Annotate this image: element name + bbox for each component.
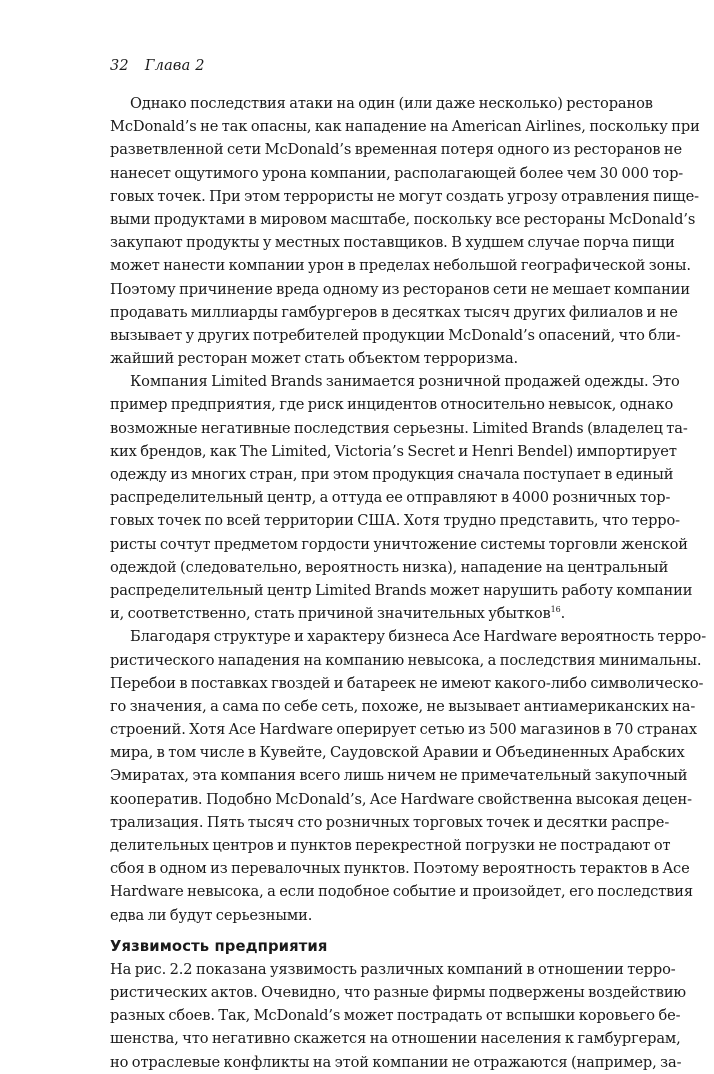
page-number: 32 [110, 58, 129, 74]
text-line: вызывает у других потребителей продукции McDonald’s опасений, что бли- [110, 326, 681, 344]
text-line: закупают продукты у местных поставщиков. В худшем случае порча пищи [110, 234, 675, 252]
chapter-title: Глава 2 [144, 58, 205, 74]
text-line: разветвленной сети McDonald’s временная потеря одного из ресторанов не [110, 141, 683, 159]
text-line: делительных центров и пунктов перекрестной погрузки не пострадают от [110, 837, 671, 854]
text-line: Компания Limited Brands занимается розничной продажей одежды. Это [130, 373, 680, 391]
text-line: едва ли будут серьезными. [110, 906, 313, 924]
text-line: продавать миллиарды гамбургеров в десятках тысяч других филиалов и не [110, 303, 678, 321]
text-line: говых точек по всей территории США. Хотя трудно представить, что терро- [110, 512, 680, 530]
text-line: McDonald’s не так опасны, как нападение на American Airlines, поскольку при [110, 118, 700, 136]
paragraph-mcdonalds [110, 92, 700, 370]
text-line: может нанести компании урон в пределах небольшой географической зоны. [110, 257, 691, 275]
text-line: распределительный центр, а оттуда ее отправляют в 4000 розничных тор- [110, 489, 671, 507]
text-line: и, соответственно, стать причиной значительных убытков$^{16}$. [110, 605, 566, 623]
text-line: пример предприятия, где риск инцидентов относительно невысок, однако [110, 396, 674, 414]
section-heading: Уязвимость предприятия [110, 937, 328, 955]
text-line: нанесет ощутимого урона компании, располагающей более чем 30 000 тор- [110, 164, 684, 182]
text-line: Эмиратах, эта компания всего лишь ничем не примечательный закупочный [110, 767, 688, 785]
text-line: ристического нападения на компанию невысока, а последствия минимальны. [110, 651, 702, 669]
paragraph-ace-hardware [110, 625, 707, 926]
text-line: мира, в том числе в Кувейте, Саудовской Аравии и Объединенных Арабских [110, 744, 685, 762]
text-line: Hardware невысока, а если подобное событие и произойдет, его последствия [110, 883, 693, 901]
text-line: распределительный центр Limited Brands может нарушить работу компании [110, 581, 693, 599]
text-line: выми продуктами в мировом масштабе, поскольку все рестораны McDonald’s [110, 210, 696, 228]
text-line: кооператив. Подобно McDonald’s, Ace Hardware свойственна высокая децен- [110, 790, 692, 808]
footnote-ref[interactable]: 16 [550, 605, 561, 615]
text-line: шенства, что негативно скажется на отношении населения к гамбургерам, [110, 1030, 681, 1048]
text-line-content: и, соответственно, стать причиной значительных убытков [110, 605, 551, 623]
text-line: Однако последствия атаки на один (или даже несколько) ресторанов [130, 95, 653, 112]
text-line: возможные негативные последствия серьезны. Limited Brands (владелец та- [110, 419, 688, 437]
text-line: Благодаря структуре и характеру бизнеса Ace Hardware вероятность терро- [130, 628, 707, 646]
body-text [110, 92, 707, 1074]
text-line: трализация. Пять тысяч сто розничных торговых точек и десятки распре- [110, 813, 670, 831]
text-line: ристы сочтут предметом гордости уничтожение системы торговли женской [110, 535, 688, 553]
text-line: сбоя в одном из перевалочных пунктов. Поэтому вероятность терактов в Ace [110, 860, 690, 878]
text-line: На рис. 2.2 показана уязвимость различных компаний в отношении терро- [110, 960, 676, 978]
running-head [110, 58, 205, 74]
text-line: разных сбоев. Так, McDonald’s может пострадать от вспышки коровьего бе- [110, 1007, 681, 1025]
text-line: одежду из многих стран, при этом продукция сначала поступает в единый [110, 466, 674, 483]
text-line: говых точек. При этом террористы не могут создать угрозу отравления пище- [110, 187, 699, 205]
text-line: строений. Хотя Ace Hardware оперирует сетью из 500 магазинов в 70 странах [110, 721, 697, 739]
book-page [110, 0, 707, 1071]
text-line: ких брендов, как The Limited, Victoria’s Secret и Henri Bendel) импортирует [110, 442, 677, 460]
text-line: ристических актов. Очевидно, что разные фирмы подвержены воздействию [110, 983, 687, 1001]
text-line: Поэтому причинение вреда одному из ресторанов сети не мешает компании [110, 280, 690, 298]
text-line: но отраслевые конфликты на этой компании не отражаются (например, за- [110, 1053, 682, 1071]
text-line: Перебои в поставках гвоздей и батареек не имеют какого-либо символическо- [110, 674, 704, 692]
text-line: одеждой (следовательно, вероятность низка), нападение на центральный [110, 558, 669, 576]
text-line: жайший ресторан может стать объектом терроризма. [110, 350, 519, 368]
text-line: го значения, а сама по себе сеть, похоже, не вызывает антиамериканских на- [110, 697, 696, 715]
paragraph-vulnerability [110, 958, 687, 1074]
paragraph-limited-brands [110, 370, 693, 625]
